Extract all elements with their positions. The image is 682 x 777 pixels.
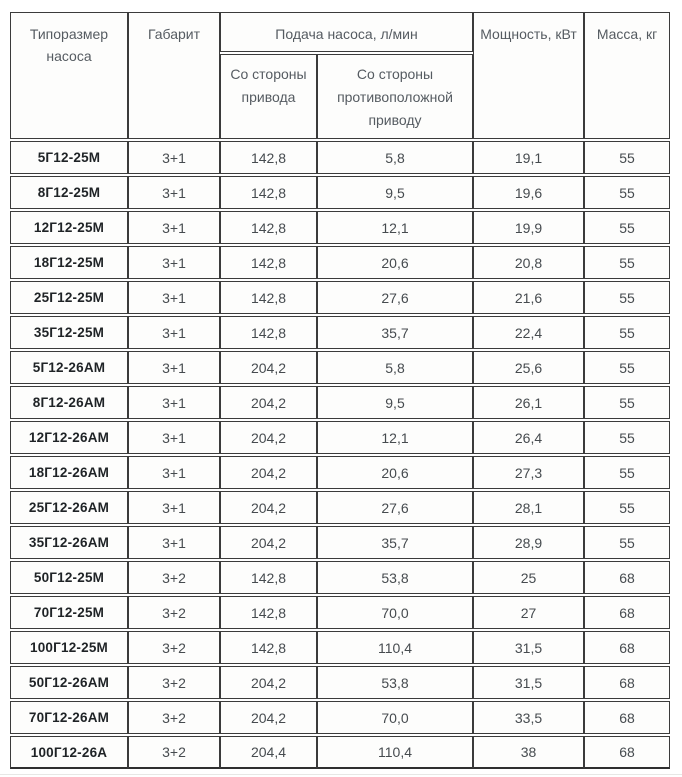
cell-mass: 68 — [584, 561, 670, 594]
cell-mass: 55 — [584, 211, 670, 244]
cell-feed-drive: 142,8 — [220, 246, 317, 279]
cell-feed-drive: 204,2 — [220, 421, 317, 454]
cell-power: 26,4 — [473, 421, 584, 454]
cell-model: 12Г12-25М — [10, 211, 128, 244]
page-divider — [0, 774, 682, 775]
cell-feed-drive: 142,8 — [220, 316, 317, 349]
cell-feed-drive: 204,4 — [220, 736, 317, 769]
header-row-main — [10, 12, 670, 52]
cell-model: 35Г12-26АМ — [10, 526, 128, 559]
cell-model: 70Г12-26АМ — [10, 701, 128, 734]
cell-gabarit: 3+2 — [128, 666, 220, 699]
cell-power: 28,9 — [473, 526, 584, 559]
cell-model: 8Г12-26АМ — [10, 386, 128, 419]
cell-mass: 55 — [584, 456, 670, 489]
table-row — [10, 456, 670, 489]
cell-gabarit: 3+1 — [128, 246, 220, 279]
cell-power: 20,8 — [473, 246, 584, 279]
cell-feed-opposite: 53,8 — [317, 561, 473, 594]
cell-mass: 55 — [584, 351, 670, 384]
cell-power: 19,9 — [473, 211, 584, 244]
cell-feed-drive: 204,2 — [220, 491, 317, 524]
cell-gabarit: 3+1 — [128, 456, 220, 489]
table-row — [10, 596, 670, 629]
cell-feed-drive: 142,8 — [220, 596, 317, 629]
table-row — [10, 316, 670, 349]
table-header — [10, 12, 670, 139]
cell-model: 35Г12-25М — [10, 316, 128, 349]
cell-model: 18Г12-26АМ — [10, 456, 128, 489]
cell-feed-opposite: 12,1 — [317, 211, 473, 244]
table-row — [10, 141, 670, 174]
table-row — [10, 736, 670, 769]
cell-feed-opposite: 35,7 — [317, 316, 473, 349]
cell-gabarit: 3+1 — [128, 526, 220, 559]
cell-mass: 68 — [584, 666, 670, 699]
cell-model: 5Г12-26АМ — [10, 351, 128, 384]
cell-mass: 55 — [584, 281, 670, 314]
cell-model: 5Г12-25М — [10, 141, 128, 174]
cell-feed-drive: 204,2 — [220, 351, 317, 384]
cell-gabarit: 3+2 — [128, 701, 220, 734]
cell-power: 38 — [473, 736, 584, 769]
column-header-gabarit: Габарит — [128, 12, 220, 139]
cell-model: 50Г12-25М — [10, 561, 128, 594]
cell-gabarit: 3+1 — [128, 421, 220, 454]
cell-model: 12Г12-26АМ — [10, 421, 128, 454]
table-row — [10, 491, 670, 524]
cell-power: 25,6 — [473, 351, 584, 384]
cell-gabarit: 3+1 — [128, 281, 220, 314]
cell-feed-drive: 142,8 — [220, 281, 317, 314]
cell-feed-opposite: 70,0 — [317, 701, 473, 734]
cell-power: 28,1 — [473, 491, 584, 524]
cell-mass: 55 — [584, 316, 670, 349]
cell-feed-opposite: 27,6 — [317, 281, 473, 314]
cell-feed-opposite: 20,6 — [317, 246, 473, 279]
cell-model: 18Г12-25М — [10, 246, 128, 279]
cell-gabarit: 3+1 — [128, 211, 220, 244]
cell-model: 100Г12-25М — [10, 631, 128, 664]
cell-feed-opposite: 35,7 — [317, 526, 473, 559]
cell-model: 70Г12-25М — [10, 596, 128, 629]
cell-feed-drive: 142,8 — [220, 141, 317, 174]
table-row — [10, 176, 670, 209]
cell-mass: 55 — [584, 526, 670, 559]
cell-mass: 68 — [584, 736, 670, 769]
cell-gabarit: 3+1 — [128, 386, 220, 419]
cell-power: 33,5 — [473, 701, 584, 734]
cell-power: 19,6 — [473, 176, 584, 209]
table-row — [10, 421, 670, 454]
table-row — [10, 526, 670, 559]
cell-power: 25 — [473, 561, 584, 594]
cell-power: 31,5 — [473, 666, 584, 699]
cell-gabarit: 3+1 — [128, 491, 220, 524]
cell-feed-opposite: 110,4 — [317, 631, 473, 664]
table-row — [10, 281, 670, 314]
cell-model: 50Г12-26АМ — [10, 666, 128, 699]
cell-mass: 55 — [584, 421, 670, 454]
column-header-mass: Масса, кг — [584, 12, 670, 139]
cell-power: 31,5 — [473, 631, 584, 664]
pump-spec-table — [10, 10, 670, 771]
table-row — [10, 561, 670, 594]
cell-gabarit: 3+2 — [128, 561, 220, 594]
cell-power: 21,6 — [473, 281, 584, 314]
cell-feed-drive: 142,8 — [220, 561, 317, 594]
cell-feed-opposite: 5,8 — [317, 141, 473, 174]
cell-feed-drive: 204,2 — [220, 456, 317, 489]
cell-power: 27,3 — [473, 456, 584, 489]
cell-power: 22,4 — [473, 316, 584, 349]
cell-gabarit: 3+1 — [128, 141, 220, 174]
table-row — [10, 211, 670, 244]
cell-feed-opposite: 12,1 — [317, 421, 473, 454]
table-row — [10, 631, 670, 664]
cell-feed-opposite: 27,6 — [317, 491, 473, 524]
cell-mass: 68 — [584, 596, 670, 629]
column-header-power: Мощность, кВт — [473, 12, 584, 139]
cell-gabarit: 3+1 — [128, 316, 220, 349]
cell-gabarit: 3+2 — [128, 736, 220, 769]
cell-feed-drive: 142,8 — [220, 176, 317, 209]
table-row — [10, 386, 670, 419]
cell-power: 26,1 — [473, 386, 584, 419]
cell-power: 27 — [473, 596, 584, 629]
cell-feed-opposite: 53,8 — [317, 666, 473, 699]
cell-gabarit: 3+1 — [128, 176, 220, 209]
cell-mass: 55 — [584, 386, 670, 419]
cell-mass: 55 — [584, 246, 670, 279]
cell-feed-drive: 204,2 — [220, 526, 317, 559]
column-header-feed-group: Подача насоса, л/мин — [220, 12, 473, 52]
cell-feed-drive: 142,8 — [220, 631, 317, 664]
cell-feed-drive: 142,8 — [220, 211, 317, 244]
cell-feed-opposite: 110,4 — [317, 736, 473, 769]
column-header-model: Типоразмер насоса — [10, 12, 128, 139]
cell-feed-drive: 204,2 — [220, 701, 317, 734]
cell-feed-opposite: 9,5 — [317, 176, 473, 209]
cell-mass: 55 — [584, 141, 670, 174]
cell-gabarit: 3+1 — [128, 351, 220, 384]
cell-model: 100Г12-26А — [10, 736, 128, 769]
cell-model: 25Г12-26АМ — [10, 491, 128, 524]
column-header-feed-opposite-side: Со стороны противоположной приводу — [317, 54, 473, 139]
cell-feed-opposite: 20,6 — [317, 456, 473, 489]
cell-feed-drive: 204,2 — [220, 386, 317, 419]
cell-model: 25Г12-25М — [10, 281, 128, 314]
table-row — [10, 351, 670, 384]
cell-gabarit: 3+2 — [128, 631, 220, 664]
cell-feed-opposite: 5,8 — [317, 351, 473, 384]
table-row — [10, 246, 670, 279]
cell-mass: 55 — [584, 176, 670, 209]
pump-table-body — [10, 141, 670, 769]
cell-feed-opposite: 70,0 — [317, 596, 473, 629]
cell-mass: 68 — [584, 701, 670, 734]
cell-mass: 68 — [584, 631, 670, 664]
cell-feed-drive: 204,2 — [220, 666, 317, 699]
table-row — [10, 666, 670, 699]
cell-mass: 55 — [584, 491, 670, 524]
cell-model: 8Г12-25М — [10, 176, 128, 209]
column-header-feed-drive-side: Со стороны привода — [220, 54, 317, 139]
cell-power: 19,1 — [473, 141, 584, 174]
cell-feed-opposite: 9,5 — [317, 386, 473, 419]
cell-gabarit: 3+2 — [128, 596, 220, 629]
table-row — [10, 701, 670, 734]
